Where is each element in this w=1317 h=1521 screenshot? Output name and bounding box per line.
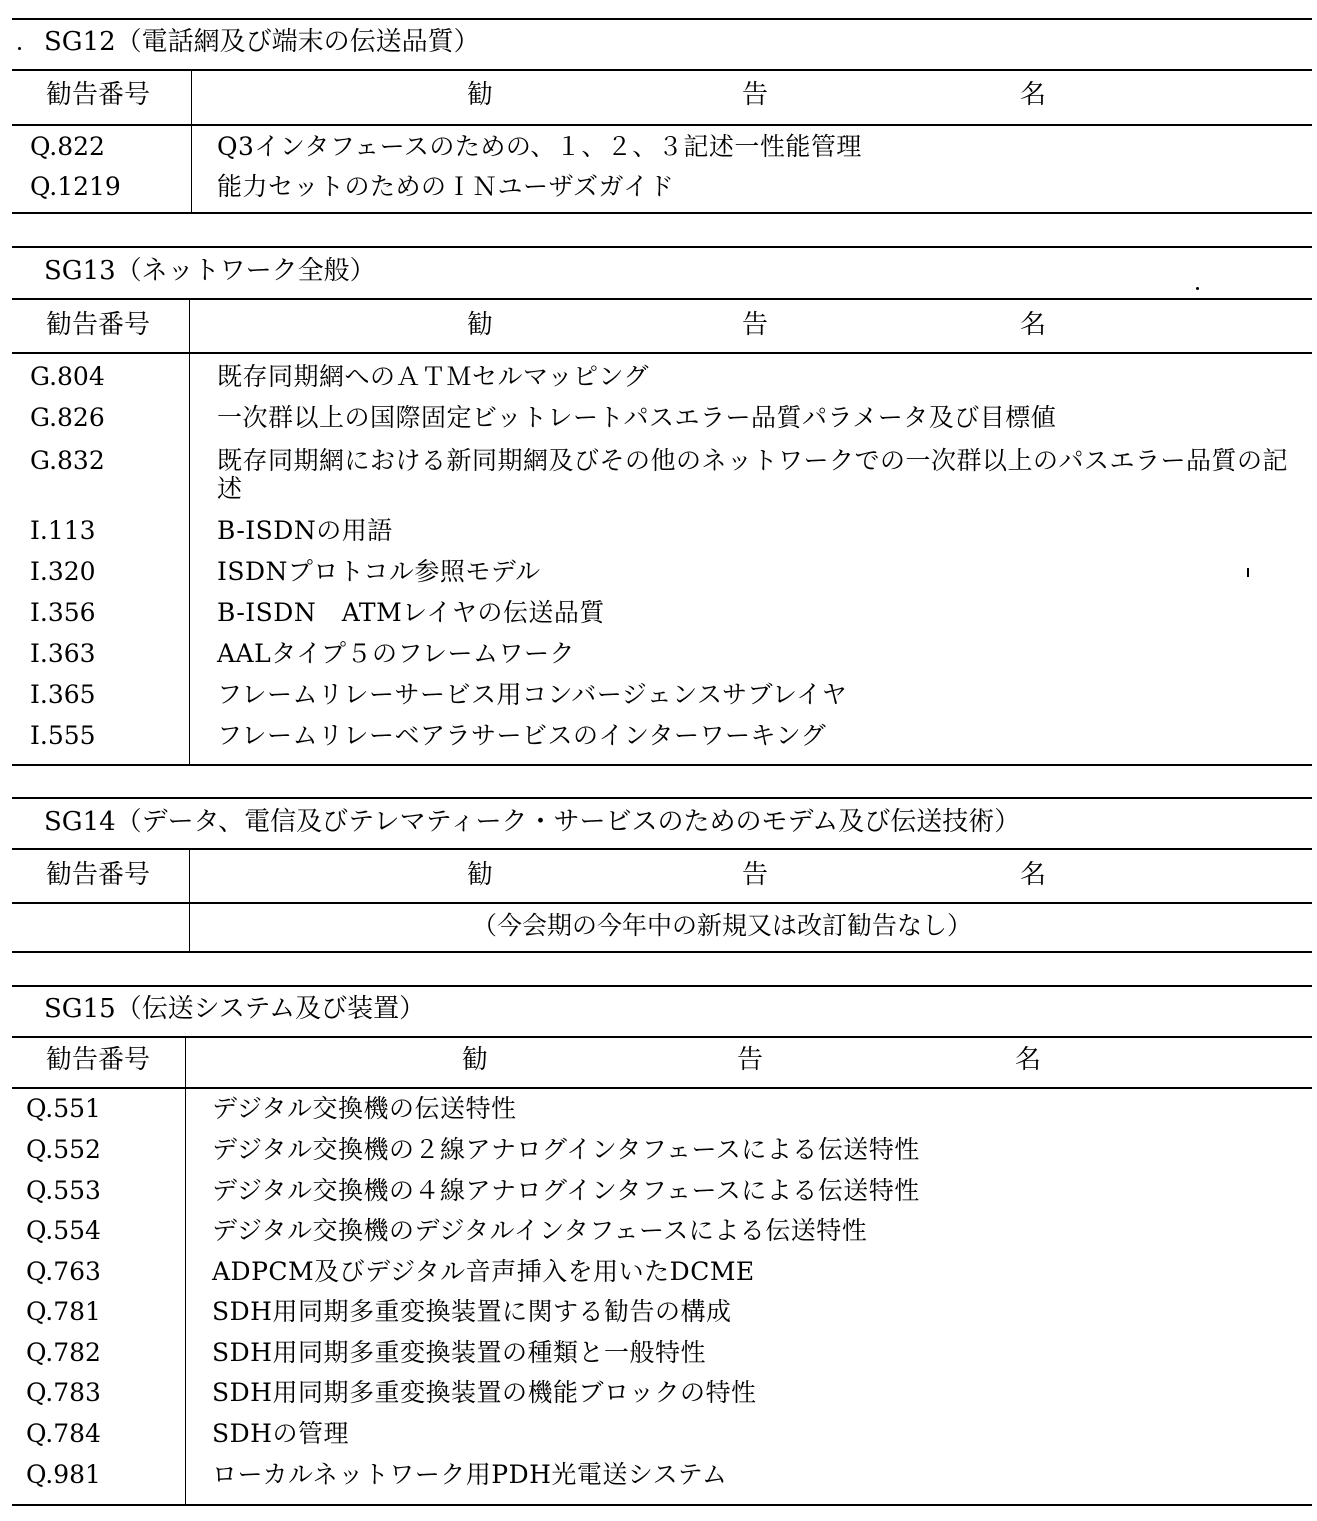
recommendation-name: 既存同期網へのＡＴＭセルマッピング <box>217 362 650 391</box>
section-title: SG12（電話網及び端末の伝送品質） <box>44 27 480 57</box>
recommendation-name: B-ISDNの用語 <box>217 516 393 545</box>
recommendation-code: G.804 <box>30 362 105 391</box>
recommendation-name: デジタル交換機の２線アナログインタフェースによる伝送特性 <box>212 1135 920 1164</box>
section-bottom-rule <box>12 764 1312 766</box>
scan-speck <box>1247 568 1249 577</box>
section-bottom-rule <box>12 212 1312 214</box>
recommendation-name: B-ISDN ATMレイヤの伝送品質 <box>217 598 605 627</box>
recommendation-name: SDH用同期多重変換装置に関する勧告の構成 <box>212 1297 732 1326</box>
header-top-rule <box>12 69 1312 71</box>
section-bottom-rule <box>12 1504 1312 1506</box>
header-bottom-rule <box>12 902 1312 904</box>
recommendation-code: Q.551 <box>26 1094 101 1123</box>
recommendation-name: デジタル交換機の伝送特性 <box>212 1094 517 1123</box>
recommendation-name: 一次群以上の国際固定ビットレートパスエラー品質パラメータ及び目標値 <box>217 403 1057 432</box>
recommendation-code: Q.552 <box>26 1135 101 1164</box>
header-top-rule <box>12 298 1312 300</box>
recommendation-code: I.320 <box>30 557 96 586</box>
section-title: SG13（ネットワーク全般） <box>44 256 376 286</box>
recommendation-code: I.365 <box>30 680 96 709</box>
recommendation-code: I.113 <box>30 516 96 545</box>
recommendation-code: Q.553 <box>26 1176 101 1205</box>
recommendation-code: Q.783 <box>26 1378 101 1407</box>
no-recommendations-note: （今会期の今年中の新規又は改訂勧告なし） <box>472 911 973 940</box>
recommendation-code: G.826 <box>30 403 105 432</box>
recommendation-code: Q.781 <box>26 1297 101 1326</box>
header-name-char: 告 <box>742 860 769 890</box>
header-name-char: 告 <box>737 1045 764 1075</box>
section-title: SG14（データ、電信及びテレマティーク・サービスのためのモデム及び伝送技術） <box>44 807 1021 837</box>
header-top-rule <box>12 1036 1312 1038</box>
recommendation-name: AALタイプ５のフレームワーク <box>217 639 575 668</box>
header-name-char: 名 <box>1020 80 1047 110</box>
recommendation-name: ISDNプロトコル参照モデル <box>217 557 541 586</box>
column-divider <box>189 848 190 951</box>
section-top-rule <box>12 246 1312 248</box>
header-bottom-rule <box>12 124 1312 126</box>
header-bottom-rule <box>12 352 1312 354</box>
recommendation-name: 能力セットのためのＩＮユーザズガイド <box>217 172 675 201</box>
recommendation-code: I.363 <box>30 639 96 668</box>
header-name-char: 名 <box>1020 860 1047 890</box>
section-bottom-rule <box>12 951 1312 953</box>
section-title: SG15（伝送システム及び装置） <box>44 994 426 1024</box>
column-divider <box>189 298 190 764</box>
recommendation-name: ADPCM及びデジタル音声挿入を用いたDCME <box>212 1257 755 1286</box>
header-bottom-rule <box>12 1087 1312 1089</box>
header-name-char: 勧 <box>467 310 494 340</box>
header-code: 勧告番号 <box>46 860 151 890</box>
column-divider <box>191 69 192 212</box>
recommendation-code: Q.763 <box>26 1257 101 1286</box>
header-code: 勧告番号 <box>46 310 151 340</box>
recommendation-name: SDHの管理 <box>212 1419 349 1448</box>
header-name-char: 勧 <box>467 860 494 890</box>
header-name-char: 勧 <box>462 1045 489 1075</box>
column-divider <box>185 1036 186 1504</box>
section-top-rule <box>12 985 1312 987</box>
header-code: 勧告番号 <box>46 1045 151 1075</box>
header-name-char: 告 <box>742 80 769 110</box>
recommendation-name: Q3インタフェースのための、１、２、３記述一性能管理 <box>217 132 862 161</box>
recommendation-name: フレームリレーサービス用コンバージェンスサブレイヤ <box>217 680 848 709</box>
header-name-char: 告 <box>742 310 769 340</box>
recommendation-code: Q.1219 <box>30 172 121 201</box>
recommendation-name: デジタル交換機のデジタルインタフェースによる伝送特性 <box>212 1216 868 1245</box>
header-name-char: 名 <box>1015 1045 1042 1075</box>
recommendation-code: G.832 <box>30 446 105 475</box>
recommendation-code: Q.981 <box>26 1460 101 1489</box>
recommendation-name: SDH用同期多重変換装置の機能ブロックの特性 <box>212 1378 757 1407</box>
header-name-char: 名 <box>1020 310 1047 340</box>
recommendation-code: I.356 <box>30 598 96 627</box>
scan-speck <box>18 47 21 50</box>
header-name-char: 勧 <box>467 80 494 110</box>
recommendation-name: ローカルネットワーク用PDH光電送システム <box>212 1460 728 1489</box>
scan-speck <box>1196 287 1199 290</box>
section-top-rule <box>12 797 1312 799</box>
recommendation-name: 既存同期網における新同期網及びその他のネットワークでの一次群以上のパスエラー品質の記述 <box>217 446 1289 503</box>
section-top-rule <box>12 18 1312 20</box>
recommendation-code: Q.822 <box>30 132 105 161</box>
recommendation-name: フレームリレーベアラサービスのインターワーキング <box>217 721 827 750</box>
recommendation-name: デジタル交換機の４線アナログインタフェースによる伝送特性 <box>212 1176 920 1205</box>
recommendation-code: Q.554 <box>26 1216 101 1245</box>
recommendation-code: Q.782 <box>26 1338 101 1367</box>
recommendation-code: Q.784 <box>26 1419 101 1448</box>
header-top-rule <box>12 848 1312 850</box>
recommendation-code: I.555 <box>30 721 96 750</box>
recommendation-name: SDH用同期多重変換装置の種類と一般特性 <box>212 1338 706 1367</box>
header-code: 勧告番号 <box>46 80 151 110</box>
